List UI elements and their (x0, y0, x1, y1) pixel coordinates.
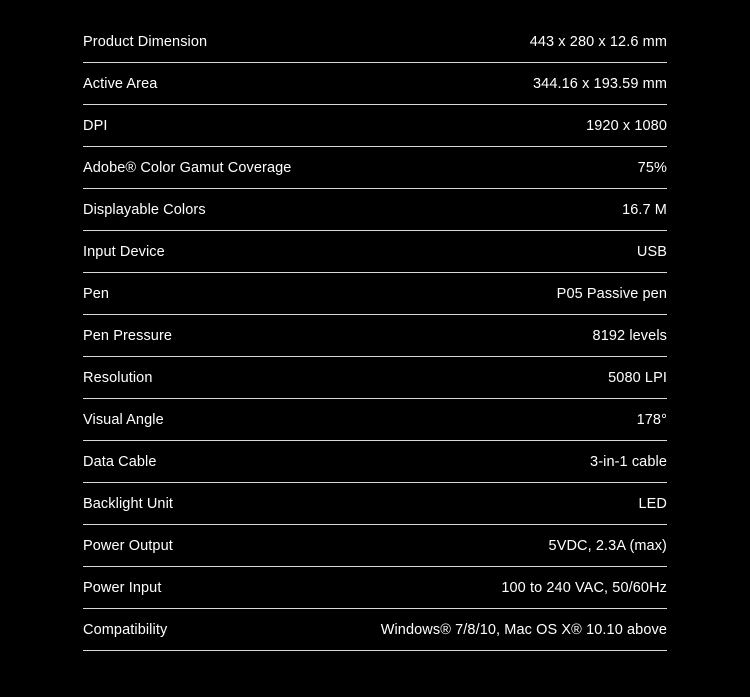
spec-label: Product Dimension (83, 33, 208, 50)
spec-label: Power Output (83, 537, 173, 554)
spec-row-active-area (83, 63, 667, 105)
spec-row-input-device (83, 231, 667, 273)
spec-value: 75% (637, 159, 667, 176)
spec-label: Visual Angle (83, 411, 164, 428)
spec-row-compatibility (83, 609, 667, 651)
spec-label: Input Device (83, 243, 165, 260)
spec-label: Adobe® Color Gamut Coverage (83, 159, 292, 176)
spec-value: 3-in-1 cable (590, 453, 667, 470)
spec-label: Compatibility (83, 621, 168, 638)
spec-row-displayable-colors (83, 189, 667, 231)
spec-table (83, 21, 667, 651)
spec-value: 178° (636, 411, 667, 428)
spec-label: Active Area (83, 75, 158, 92)
spec-value: 8192 levels (592, 327, 667, 344)
spec-row-color-gamut (83, 147, 667, 189)
spec-row-pen (83, 273, 667, 315)
spec-label: Backlight Unit (83, 495, 174, 512)
spec-row-backlight-unit (83, 483, 667, 525)
spec-value: P05 Passive pen (556, 285, 667, 302)
spec-label: Pen Pressure (83, 327, 173, 344)
spec-row-pen-pressure (83, 315, 667, 357)
spec-row-power-input (83, 567, 667, 609)
spec-row-power-output (83, 525, 667, 567)
spec-value: 5VDC, 2.3A (max) (548, 537, 667, 554)
spec-label: Data Cable (83, 453, 157, 470)
spec-row-dpi (83, 105, 667, 147)
spec-row-product-dimension (83, 21, 667, 63)
spec-value: 16.7 M (622, 201, 667, 218)
spec-value: 443 x 280 x 12.6 mm (529, 33, 667, 50)
spec-value: 100 to 240 VAC, 50/60Hz (501, 579, 667, 596)
spec-value: 1920 x 1080 (586, 117, 667, 134)
spec-value: 344.16 x 193.59 mm (533, 75, 667, 92)
spec-value: 5080 LPI (608, 369, 667, 386)
spec-label: Pen (83, 285, 110, 302)
spec-label: Power Input (83, 579, 162, 596)
spec-value: Windows® 7/8/10, Mac OS X® 10.10 above (380, 621, 667, 638)
spec-label: Resolution (83, 369, 153, 386)
spec-value: LED (638, 495, 667, 512)
spec-value: USB (636, 243, 667, 260)
spec-label: DPI (83, 117, 108, 134)
spec-label: Displayable Colors (83, 201, 206, 218)
spec-row-visual-angle (83, 399, 667, 441)
spec-row-resolution (83, 357, 667, 399)
spec-row-data-cable (83, 441, 667, 483)
